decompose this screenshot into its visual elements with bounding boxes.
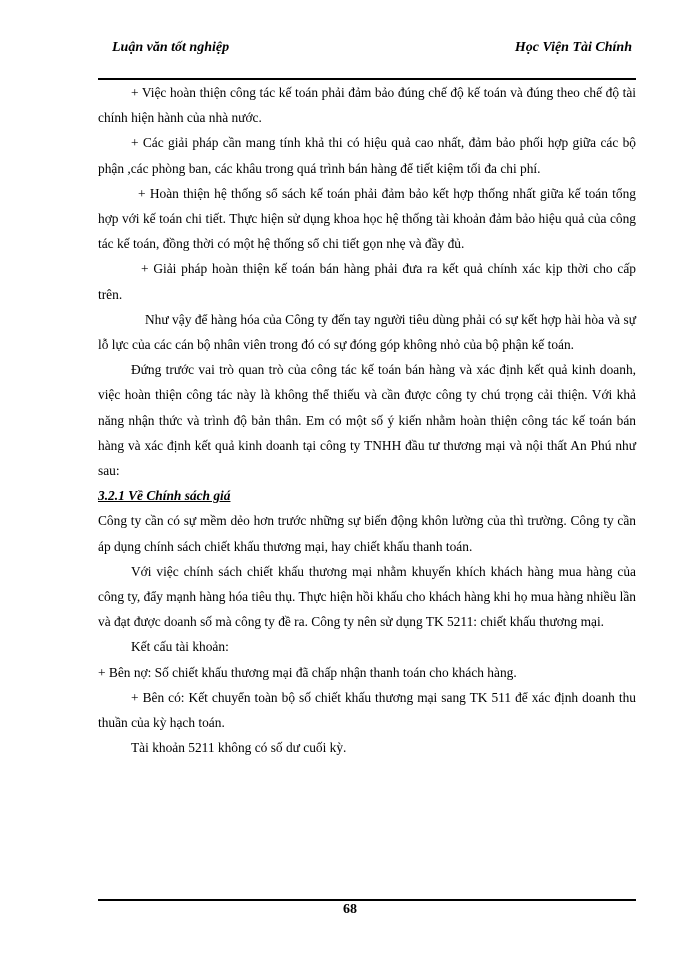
paragraph: Đứng trước vai trò quan trò của công tác kế toán bán hàng và xác định kết quả kinh doanh, việc hoàn thiện công tác này là không thể thiếu và cần được công ty chú trọng cải thiện. Với khả năng nhận thức và trình độ bản thân. Em có một số ý kiến nhằm hoàn thiện công tác kế toán bán hàng và xác định kết quả kinh doanh tại công ty TNHH đầu tư thương mại và nội thất An Phú như sau: [98,362,636,479]
paragraph: + Giải pháp hoàn thiện kế toán bán hàng phải đưa ra kết quả chính xác kịp thời cho cấp trên. [98,261,636,302]
header-institution: Học Viện Tài Chính [514,40,632,55]
paragraph: Kết cấu tài khoản: [131,639,229,655]
paragraph: + Bên nợ: Số chiết khấu thương mại đã chấp nhận thanh toán cho khách hàng. [98,664,517,680]
paragraph: + Việc hoàn thiện công tác kế toán phải đảm bảo đúng chế độ kế toán và đúng theo chế độ tài chính hiện hành của nhà nước. [98,85,636,126]
paragraph: Như vậy để hàng hóa của Công ty đến tay người tiêu dùng phải có sự kết hợp hài hòa và sự lỗ lực của các cán bộ nhân viên trong đó có sự đóng góp không nhỏ của bộ phận kế toán. [98,311,636,353]
page-number: 68 [343,902,357,917]
page-body [98,80,636,760]
footer-rule [98,899,636,901]
paragraph: Tài khoản 5211 không có số dư cuối kỳ. [131,740,347,756]
section-heading: 3.2.1 Về Chính sách giá [98,488,231,504]
paragraph: + Bên có: Kết chuyển toàn bộ số chiết khấu thương mại sang TK 511 để xác định doanh thu thuần của kỳ hạch toán. [98,689,636,731]
header-thesis-title: Luận văn tốt nghiệp [112,40,230,55]
paragraph: + Hoàn thiện hệ thống sổ sách kế toán phải đảm bảo kết hợp thống nhất giữa kế toán tổng hợp với kế toán chi tiết. Thực hiện sử dụng khoa học hệ thống tài khoản đảm bảo hiệu quả của công tác kế toán, đồng thời có một hệ thống sổ chi tiết gọn nhẹ và đầy đủ. [98,185,636,252]
paragraph: Công ty cần có sự mềm dẻo hơn trước những sự biến động khôn lường của thì trường. Công ty cần áp dụng chính sách chiết khấu thương mại, hay chiết khấu thanh toán. [98,513,636,554]
paragraph: Với việc chính sách chiết khấu thương mại nhằm khuyến khích khách hàng mua hàng của công ty, đẩy mạnh hàng hóa tiêu thụ. Thực hiện hồi khấu cho khách hàng khi họ mua hàng nhiều lần và đạt được doanh số mà công ty đề ra. Công ty nên sử dụng TK 5211: chiết khấu thương mại. [98,563,636,630]
paragraph: + Các giải pháp cần mang tính khả thi có hiệu quả cao nhất, đảm bảo phối hợp giữa các bộ phận ,các phòng ban, các khâu trong quá trình bán hàng để tiết kiệm tối đa chi phí. [98,135,636,176]
page-header [112,40,632,64]
